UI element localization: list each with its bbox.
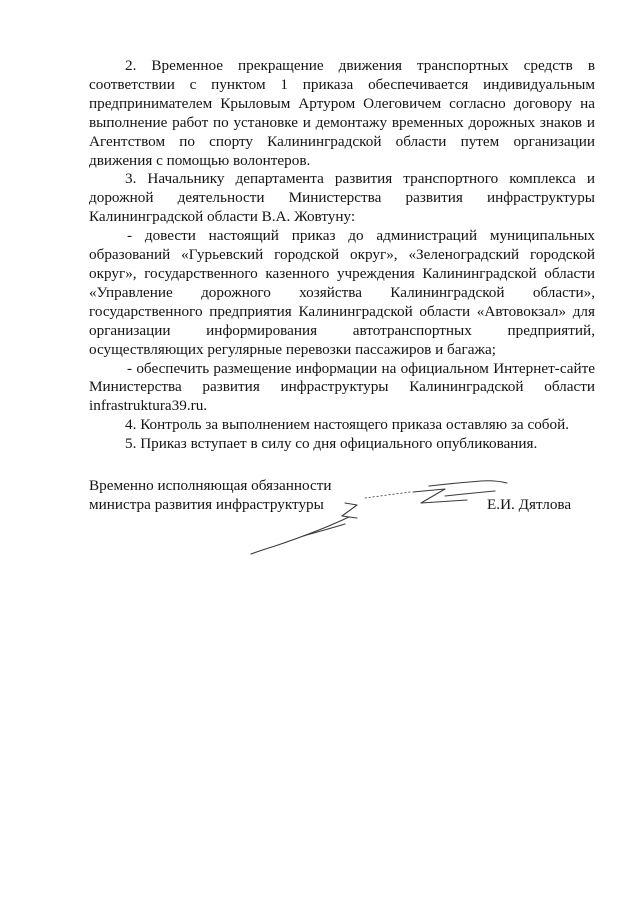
- paragraph-3-item-1: - довести настоящий приказ до администраций муниципальных образований «Гурьевский городской округ», «Зеленоградский городской округ», государственного казенного учреждения Калининградской области «Управление дорожного хозяйства Калининградской области», государственного предприятия Калининградской области «Автовокзал» для организации информирования автотранспортных предприятий, осуществляющих регулярные перевозки пассажиров и багажа;: [89, 227, 595, 358]
- signatory-title-line-2: министра развития инфраструктуры: [89, 495, 324, 513]
- document-body: [89, 57, 595, 454]
- paragraph-4: 4. Контроль за выполнением настоящего приказа оставляю за собой.: [125, 416, 570, 434]
- signatory-title-line-1: Временно исполняющая обязанности: [89, 477, 332, 494]
- paragraph-3-item-2: - обеспечить размещение информации на официальном Интернет-сайте Министерства развития инфраструктуры Калининградской области infrastruktura39.ru.: [89, 359, 595, 415]
- handwritten-signature: [245, 470, 525, 560]
- paragraph-2: 2. Временное прекращение движения транспортных средств в соответствии с пунктом 1 приказа обеспечивается индивидуальным предпринимателем Крыловым Артуром Олеговичем согласно договору на выполнение работ по установке и демонтажу временных дорожных знаков и Агентством по спорту Калининградской области путем организации движения с помощью волонтеров.: [89, 57, 595, 169]
- signatory-name: Е.И. Дятлова: [487, 496, 572, 513]
- paragraph-3: 3. Начальнику департамента развития транспортного комплекса и дорожной деятельности Министерства развития инфраструктуры Калининградской области В.А. Жовтуну:: [89, 170, 595, 226]
- paragraph-5: 5. Приказ вступает в силу со дня официального опубликования.: [125, 435, 538, 453]
